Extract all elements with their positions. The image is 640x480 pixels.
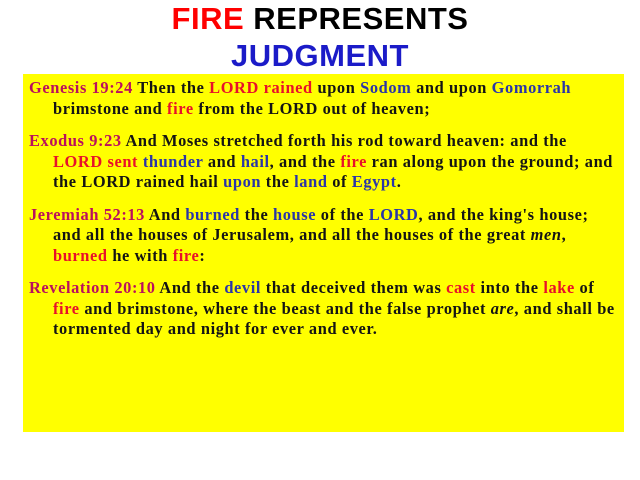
highlight-word: upon bbox=[223, 172, 262, 191]
verse-jeremiah bbox=[29, 205, 618, 267]
title-line-1 bbox=[0, 2, 640, 36]
highlight-word: LORD bbox=[53, 151, 103, 171]
title-word-represents: REPRESENTS bbox=[253, 1, 469, 36]
verse-text: that deceived them was bbox=[261, 278, 447, 297]
highlight-word: fire bbox=[172, 245, 200, 265]
verse-revelation bbox=[29, 278, 618, 340]
highlight-word: sent bbox=[107, 151, 139, 171]
verse-reference: Revelation 20:10 bbox=[29, 278, 156, 297]
verse-text: he with bbox=[107, 245, 173, 265]
verse-text: and upon bbox=[411, 78, 492, 97]
verse-reference: Exodus 9:23 bbox=[29, 131, 122, 150]
highlight-word: fire bbox=[53, 298, 80, 318]
verse-text: the bbox=[239, 204, 274, 224]
highlight-word: burned bbox=[53, 245, 108, 265]
verse-text: the bbox=[261, 172, 295, 191]
verse-text: brimstone and bbox=[53, 98, 168, 118]
verse-text: from the LORD out of heaven; bbox=[193, 98, 431, 118]
verse-reference: Genesis 19:24 bbox=[29, 78, 133, 97]
verse-text: . bbox=[396, 172, 402, 191]
verse-text: of bbox=[327, 172, 352, 191]
highlight-word: lake bbox=[543, 278, 575, 297]
verse-text: and brimstone, where the beast and the false prophet bbox=[79, 298, 491, 318]
verse-text: , and shall be tormented day and night for ever and ever. bbox=[53, 298, 615, 338]
highlight-word: LORD bbox=[209, 78, 259, 97]
verse-text: of the bbox=[316, 204, 369, 224]
verse-text: Then the bbox=[132, 78, 210, 97]
verse-text: And Moses stretched forth his rod toward heaven: and the bbox=[121, 131, 567, 150]
highlight-word: Egypt bbox=[351, 172, 397, 191]
highlight-word: burned bbox=[185, 204, 240, 224]
verse-text: , and the king's house; and all the houses of Jerusalem, and all the houses of the great bbox=[53, 204, 589, 244]
highlight-word: rained bbox=[263, 78, 313, 97]
highlight-word: fire bbox=[340, 151, 367, 171]
verse-reference: Jeremiah 52:13 bbox=[29, 204, 145, 224]
title-word-judgment: JUDGMENT bbox=[231, 38, 409, 73]
highlight-word: house bbox=[273, 204, 317, 224]
verse-text: ran along upon the ground; and the LORD rained hail bbox=[53, 151, 614, 191]
verse-text: And bbox=[144, 204, 186, 224]
highlight-word: hail bbox=[240, 151, 270, 171]
verse-exodus bbox=[29, 131, 618, 193]
highlight-word: land bbox=[294, 172, 328, 191]
highlight-word: cast bbox=[446, 278, 476, 297]
verse-genesis bbox=[29, 78, 618, 119]
title-word-fire: FIRE bbox=[171, 1, 245, 36]
scripture-box bbox=[23, 74, 624, 432]
verse-text: of bbox=[574, 278, 595, 297]
highlight-word: devil bbox=[224, 278, 262, 297]
highlight-word: thunder bbox=[142, 151, 204, 171]
italic-word: are bbox=[490, 298, 515, 318]
highlight-word: Sodom bbox=[360, 78, 412, 97]
highlight-word: Gomorrah bbox=[491, 78, 572, 97]
verse-text: , bbox=[561, 225, 567, 244]
verse-text: , and the bbox=[269, 151, 341, 171]
verse-text: And the bbox=[155, 278, 225, 297]
highlight-word: LORD bbox=[368, 204, 419, 224]
verse-text: : bbox=[199, 245, 206, 265]
highlight-word: fire bbox=[167, 98, 194, 118]
verse-text: upon bbox=[312, 78, 361, 97]
verse-text: and bbox=[203, 151, 241, 171]
verse-text: into the bbox=[475, 278, 544, 297]
italic-word: men bbox=[530, 225, 562, 244]
